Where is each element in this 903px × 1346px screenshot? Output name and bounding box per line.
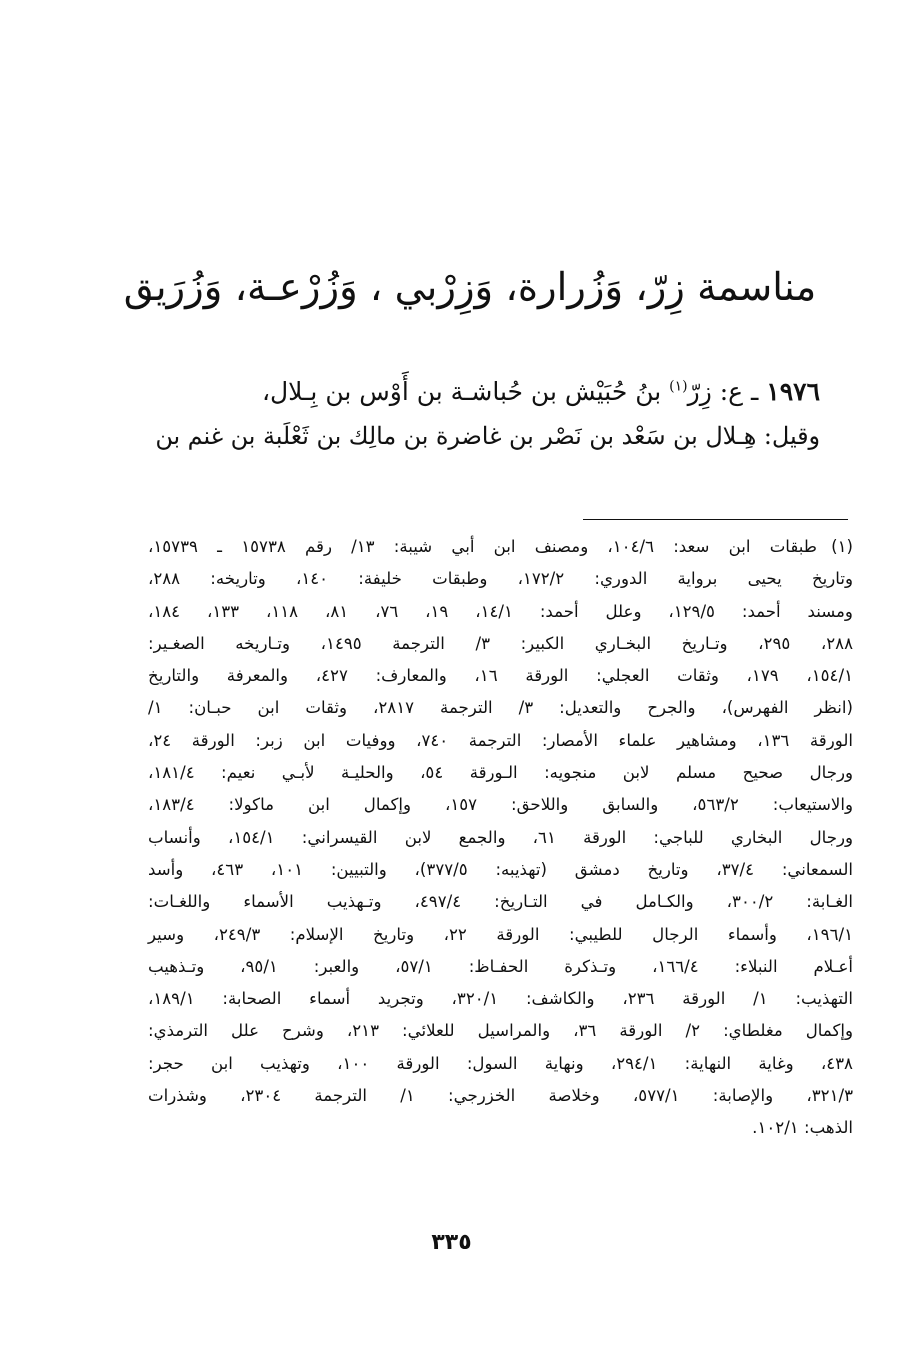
entry-number: ١٩٧٦ [766, 377, 820, 406]
entry-line-2: وقيل: هِـلال بن سَعْد بن نَصْر بن غاضرة بن مالِك بن ثَعْلَبة بن غنم بن [155, 422, 820, 450]
entry-line-1-rest: بنُ حُبَيْش بن حُباشـة بن أَوْس بن بِـلال، [261, 377, 670, 406]
footnote-line: وتاريخ يحيى برواية الدوري: ١٧٢/٢، وطبقات خليفة: ١٤٠، وتاريخه: ٢٨٨، [148, 569, 853, 589]
footnote-line [148, 531, 853, 563]
footnote-line: ورجال البخاري للباجي: الورقة ٦١، والجمع لابن القيسراني: ١٥٤/١، وأنساب [148, 827, 853, 847]
entry-line-1-text: ـ ع: زِرّ [687, 377, 767, 406]
footnote-line: ورجال صحيح مسلم لابن منجويه: الـورقة ٥٤، والحليـة لأبـي نعيم: ١٨١/٤، [148, 763, 853, 783]
footnote-line: (انظر الفهرس)، والجرح والتعديل: ٣/ الترجمة ٢٨١٧، وثقات ابن حبـان: ١/ [148, 698, 853, 718]
footnote-line: أعـلام النبلاء: ١٦٦/٤، وتـذكرة الحفـاظ: ٥٧/١، والعبر: ٩٥/١، وتـذهيب [148, 956, 854, 976]
entry-text [150, 370, 820, 458]
footnote-line: وإكمال مغلطاي: ٢/ الورقة ٣٦، والمراسيل للعلائي: ٢١٣، وشرح علل الترمذي: [148, 1021, 853, 1041]
footnote-line: ٣٢١/٣، والإصابة: ٥٧٧/١، وخلاصة الخزرجي: ١/ الترجمة ٢٣٠٤، وشذرات [148, 1086, 853, 1106]
footnote-line: السمعاني: ٣٧/٤، وتاريخ دمشق (تهذيبه: ٣٧٧/٥)، والتبيين: ١٠١، ٤٦٣، وأسد [148, 859, 854, 879]
footnote-line: الذهب: ١٠٢/١. [752, 1118, 853, 1138]
footnote-line-text: طبقات ابن سعد: ١٠٤/٦، ومصنف ابن أبي شيبة: ١٣/ رقم ١٥٧٣٨ ـ ١٥٧٣٩، [148, 537, 817, 556]
footnote-reference[interactable]: (١) [669, 378, 688, 395]
footnote-marker: (١) [831, 537, 853, 556]
footnote-line: ٤٣٨، وغاية النهاية: ٢٩٤/١، ونهاية السول: الورقة ١٠٠، وتهذيب ابن حجر: [148, 1053, 853, 1073]
chapter-title: مناسمة زِرّ، وَزُرارة، وَزِرْبي ، وَزُرْعـة، وَزُرَيق [123, 265, 817, 310]
footnote-line: التهذيب: ١/ الورقة ٢٣٦، والكاشف: ٣٢٠/١، وتجريد أسماء الصحابة: ١٨٩/١، [148, 989, 853, 1009]
footnote-line: ومسند أحمد: ١٢٩/٥، وعلل أحمد: ١٤/١، ١٩، ٧٦، ٨١، ١١٨، ١٣٣، ١٨٤، [148, 601, 853, 621]
footnote-separator [583, 519, 848, 520]
footnote-line: الغـابة: ٣٠٠/٢، والكـامل في التـاريخ: ٤٩٧/٤، وتـهذيب الأسماء واللغـات: [148, 892, 853, 912]
footnote-line: ١٥٤/١، ١٧٩، وثقات العجلي: الورقة ١٦، والمعارف: ٤٢٧، والمعرفة والتاريخ [148, 666, 853, 686]
footnote-line: والاستيعاب: ٥٦٣/٢، والسابق واللاحق: ١٥٧، وإكمال ابن ماكولا: ١٨٣/٤، [148, 795, 854, 815]
footnote-line: ٢٨٨، ٢٩٥، وتـاريخ البخـاري الكبير: ٣/ الترجمة ١٤٩٥، وتـاريخه الصغـير: [148, 633, 853, 653]
footnote-block [148, 531, 853, 1145]
footnote-line: الورقة ١٣٦، ومشاهير علماء الأمصار: الترجمة ٧٤٠، ووفيات ابن زبر: الورقة ٢٤، [148, 730, 853, 750]
footnote-line: ١٩٦/١، وأسماء الرجال للطيبي: الورقة ٢٢، وتاريخ الإسلام: ٢٤٩/٣، وسير [148, 924, 853, 944]
entry-line-1 [150, 370, 820, 414]
page-number: ٣٣٥ [431, 1230, 472, 1255]
